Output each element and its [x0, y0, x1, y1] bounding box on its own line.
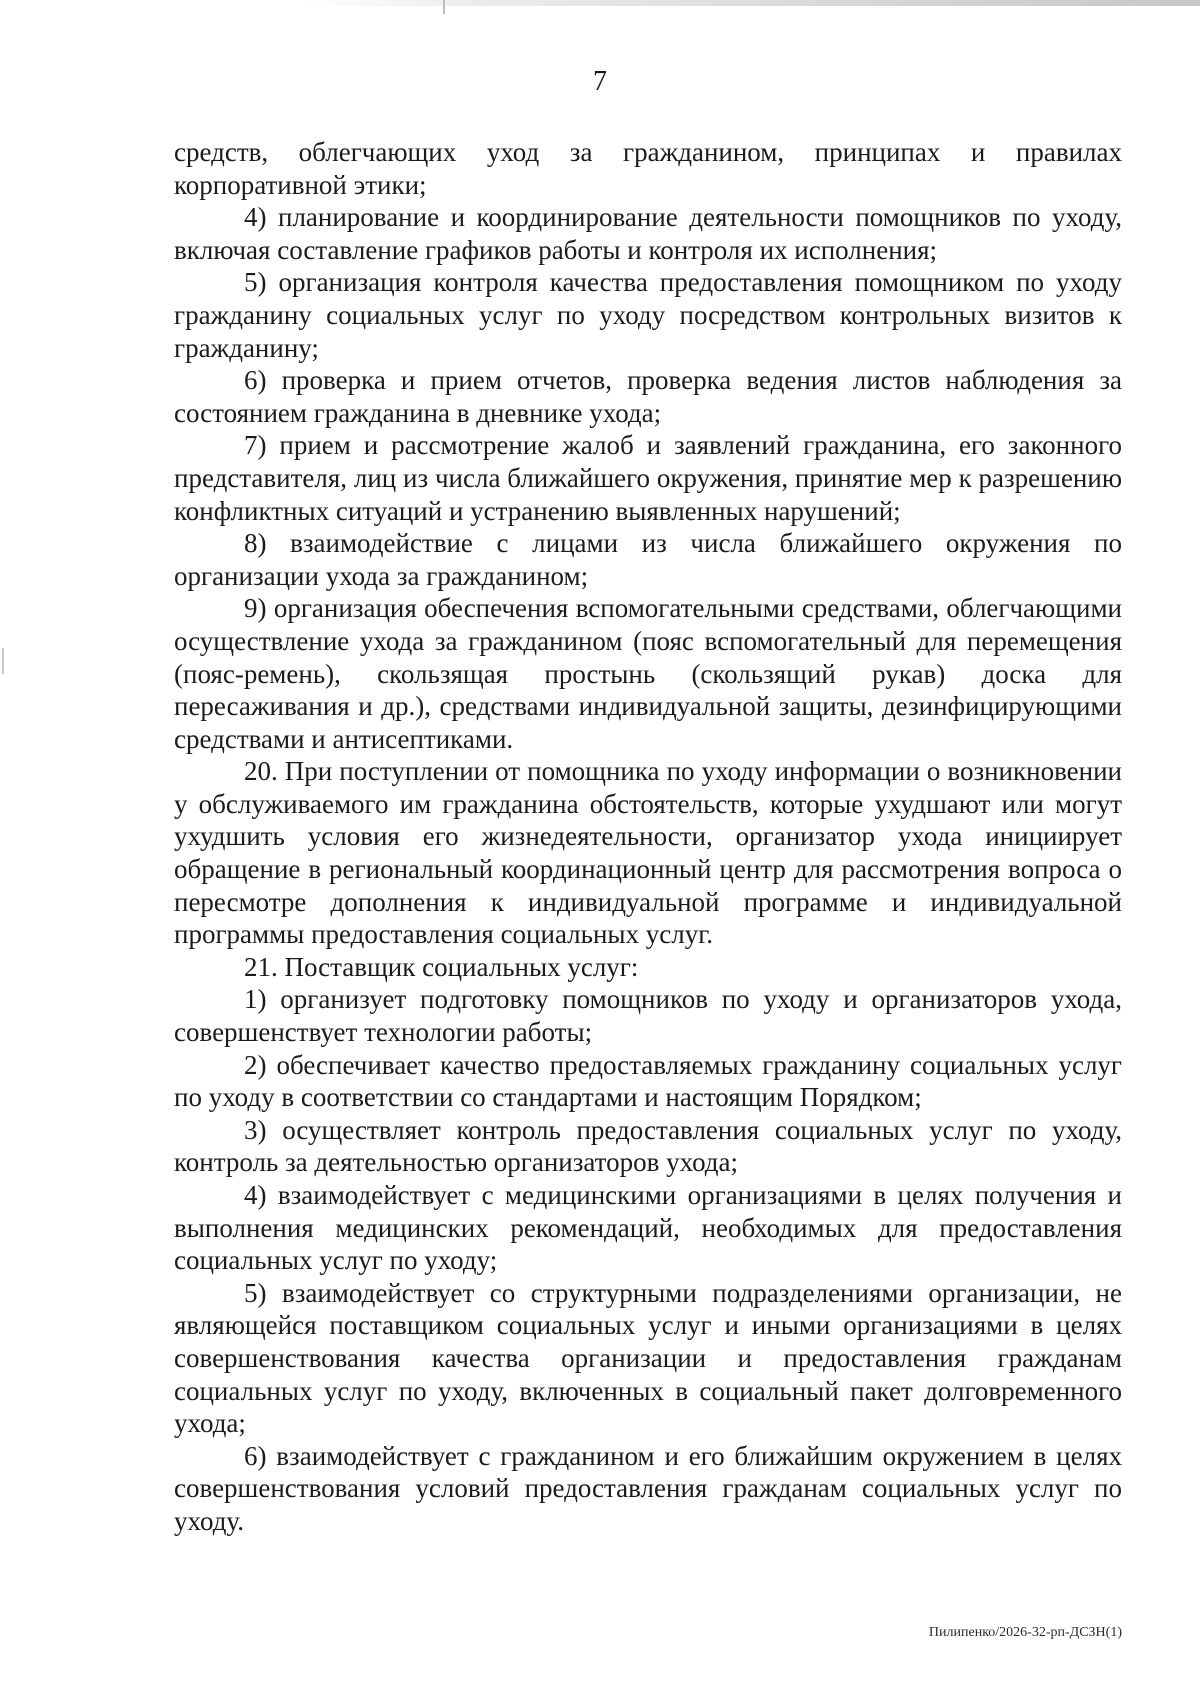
scan-top-edge	[0, 0, 1200, 6]
list-item-4: 4) планирование и координирование деятельности помощников по уходу, включая составление графиков работы и контроля их исполнения;	[174, 202, 1122, 265]
section-21-item-1: 1) организует подготовку помощников по уходу и организаторов ухода, совершенствует технологии работы;	[174, 984, 1122, 1048]
list-item-6: 6) проверка и прием отчетов, проверка ведения листов наблюдения за состоянием гражданина в дневнике ухода;	[174, 365, 1122, 428]
section-20: 20. При поступлении от помощника по уходу информации о возникновении у обслуживаемого им гражданина обстоятельств, которые ухудшают или могут ухудшить условия его жизнедеятельности, организатор ухода инициирует обращение в региональный координационный центр для рассмотрения вопроса о пересмотре дополнения к индивидуальной программе и индивидуальной программы предоставления социальных услуг.	[174, 756, 1122, 950]
footer-document-reference: Пилипенко/2026-32-рп-ДСЗН(1)	[928, 1625, 1122, 1640]
document-body	[174, 136, 1122, 1538]
scan-edge-mark	[443, 0, 445, 14]
list-item-5: 5) организация контроля качества предоставления помощником по уходу гражданину социальных услуг по уходу посредством контрольных визитов к гражданину;	[174, 267, 1122, 363]
section-21-item-2: 2) обеспечивает качество предоставляемых гражданину социальных услуг по уходу в соответствии со стандартами и настоящим Порядком;	[174, 1049, 1122, 1113]
section-21-item-3: 3) осуществляет контроль предоставления социальных услуг по уходу, контроль за деятельностью организаторов ухода;	[174, 1114, 1122, 1178]
page-number: 7	[593, 66, 607, 97]
list-item-7: 7) прием и рассмотрение жалоб и заявлений гражданина, его законного представителя, лиц из числа ближайшего окружения, принятие мер к разрешению конфликтных ситуаций и устранению выявленных нарушений;	[174, 430, 1122, 526]
list-item-9: 9) организация обеспечения вспомогательными средствами, облегчающими осуществление ухода за гражданином (пояс вспомогательный для перемещения (пояс-ремень), скользящая простынь (скользящий рукав) доска для пересаживания и др.), средствами индивидуальной защиты, дезинфицирующими средствами и антисептиками.	[174, 593, 1122, 754]
list-item-8: 8) взаимодействие с лицами из числа ближайшего окружения по организации ухода за гражданином;	[174, 528, 1122, 591]
scan-left-mark	[2, 648, 4, 674]
section-21-item-4: 4) взаимодействует с медицинскими организациями в целях получения и выполнения медицинских рекомендаций, необходимых для предоставления социальных услуг по уходу;	[174, 1180, 1122, 1276]
section-21-heading: 21. Поставщик социальных услуг:	[244, 951, 639, 982]
section-21-item-6: 6) взаимодействует с гражданином и его ближайшим окружением в целях совершенствования условий предоставления гражданам социальных услуг по уходу.	[174, 1440, 1122, 1536]
section-21-item-5: 5) взаимодействует со структурными подразделениями организации, не являющейся поставщиком социальных услуг и иными организациями в целях совершенствования качества организации и предоставления гражданам социальных услуг по уходу, включенных в социальный пакет долговременного ухода;	[174, 1277, 1122, 1439]
paragraph-continuation: средств, облегчающих уход за гражданином, принципах и правилах корпоративной этики;	[174, 137, 1122, 200]
